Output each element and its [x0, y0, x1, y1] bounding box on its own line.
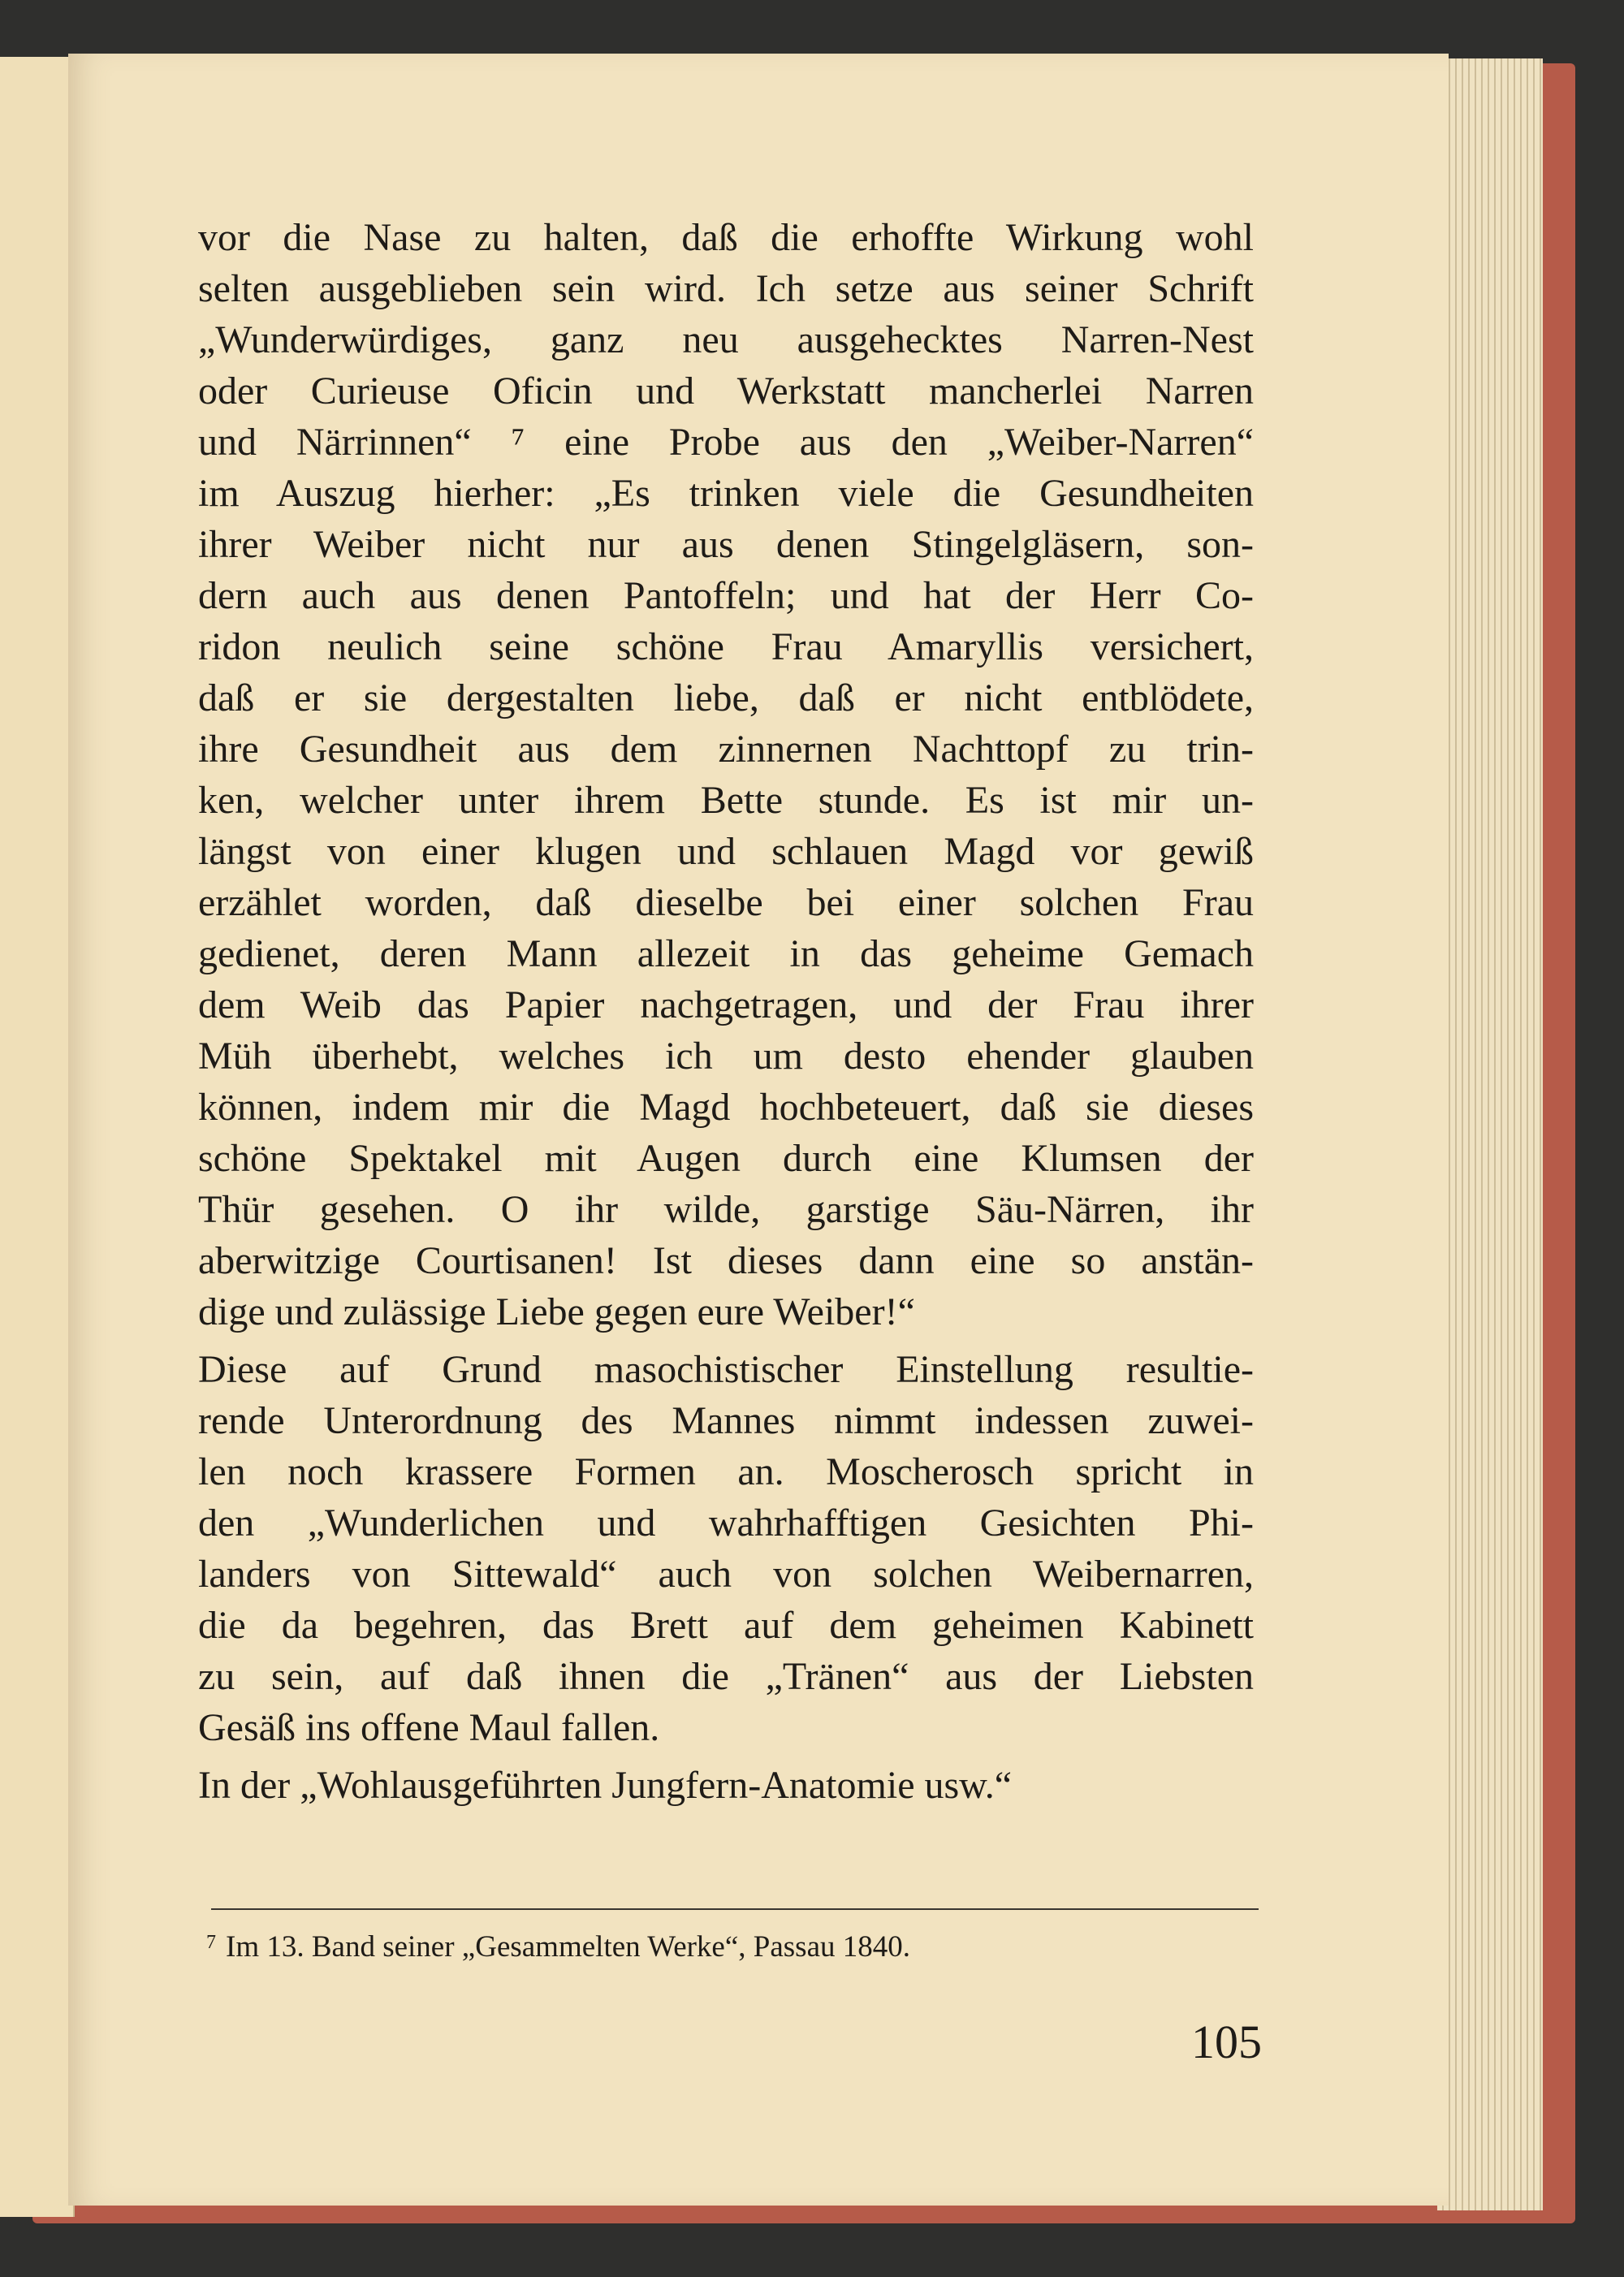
text-line: len noch krassere Formen an. Moscherosch spricht in: [198, 1450, 1254, 1493]
text-line: Thür gesehen. O ihr wilde, garstige Säu-Närren, ihr: [198, 1188, 1254, 1231]
text-line: erzählet worden, daß dieselbe bei einer solchen Frau: [198, 881, 1254, 924]
paragraph: [198, 212, 1254, 1337]
text-line: und Närrinnen“ ⁷ eine Probe aus den „Weiber-Narren“: [198, 421, 1254, 464]
footnote-marker: 7: [206, 1932, 216, 1953]
text-line: Gesäß ins offene Maul fallen.: [198, 1706, 660, 1749]
body-text: [198, 212, 1254, 1811]
book-page: [68, 54, 1449, 2206]
text-line: dige und zulässige Liebe gegen eure Weiber!“: [198, 1290, 915, 1333]
text-line: Diese auf Grund masochistischer Einstellung resultie-: [198, 1348, 1254, 1391]
paragraph: [198, 1760, 1254, 1811]
text-line: aberwitzige Courtisanen! Ist dieses dann eine so anstän-: [198, 1239, 1254, 1282]
text-line: können, indem mir die Magd hochbeteuert, daß sie dieses: [198, 1086, 1254, 1129]
text-line: ridon neulich seine schöne Frau Amaryllis versichert,: [198, 625, 1254, 668]
text-line: schöne Spektakel mit Augen durch eine Klumsen der: [198, 1137, 1254, 1180]
paragraph: [198, 1344, 1254, 1753]
text-line: Müh überhebt, welches ich um desto ehender glauben: [198, 1035, 1254, 1078]
text-line: „Wunderwürdiges, ganz neu ausgehecktes Narren-Nest: [198, 318, 1254, 361]
text-line: rende Unterordnung des Mannes nimmt indessen zuwei-: [198, 1399, 1254, 1442]
text-line: selten ausgeblieben sein wird. Ich setze aus seiner Schrift: [198, 267, 1254, 310]
page-number: 105: [1191, 2016, 1262, 2068]
footnote: [206, 1929, 910, 1964]
text-line: im Auszug hierher: „Es trinken viele die Gesundheiten: [198, 472, 1254, 515]
text-line: den „Wunderlichen und wahrhafftigen Gesichten Phi-: [198, 1501, 1254, 1545]
text-line: In der „Wohlausgeführten Jungfern-Anatomie usw.“: [198, 1764, 1013, 1807]
text-line: oder Curieuse Oficin und Werkstatt mancherlei Narren: [198, 369, 1254, 413]
text-line: zu sein, auf daß ihnen die „Tränen“ aus der Liebsten: [198, 1655, 1254, 1698]
text-line: ihrer Weiber nicht nur aus denen Stingelgläsern, son-: [198, 523, 1254, 566]
text-line: längst von einer klugen und schlauen Magd vor gewiß: [198, 830, 1254, 873]
text-line: vor die Nase zu halten, daß die erhoffte Wirkung wohl: [198, 216, 1254, 259]
text-line: ihre Gesundheit aus dem zinnernen Nachttopf zu trin-: [198, 728, 1254, 771]
text-line: gedienet, deren Mann allezeit in das geheime Gemach: [198, 932, 1254, 975]
text-line: ken, welcher unter ihrem Bette stunde. Es ist mir un-: [198, 779, 1254, 822]
text-line: daß er sie dergestalten liebe, daß er nicht entblödete,: [198, 676, 1254, 719]
text-line: landers von Sittewald“ auch von solchen Weibernarren,: [198, 1553, 1254, 1596]
facing-page-edge: [0, 57, 75, 2217]
text-line: die da begehren, das Brett auf dem geheimen Kabinett: [198, 1604, 1254, 1647]
text-line: dern auch aus denen Pantoffeln; und hat der Herr Co-: [198, 574, 1254, 617]
footnote-rule: [211, 1908, 1259, 1910]
footnote-text: Im 13. Band seiner „Gesammelten Werke“, Passau 1840.: [226, 1930, 910, 1964]
text-line: dem Weib das Papier nachgetragen, und der Frau ihrer: [198, 983, 1254, 1026]
page-stack-edges: [1437, 58, 1543, 2210]
